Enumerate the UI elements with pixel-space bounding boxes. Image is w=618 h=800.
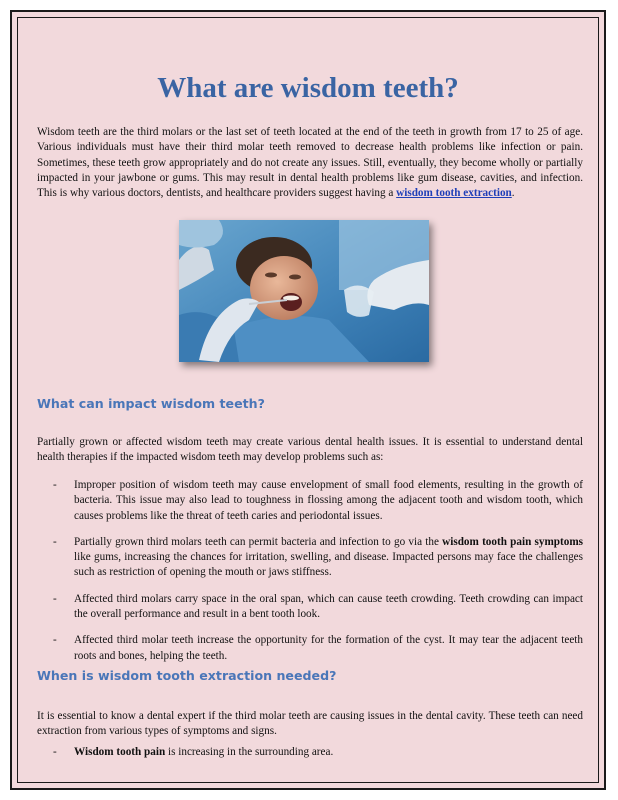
extraction-paragraph: It is essential to know a dental expert if the third molar teeth are causing issues in the dental cavity. These teeth can need extraction from various types of symptoms and signs. bbox=[37, 710, 583, 738]
document-page bbox=[10, 10, 606, 790]
dental-patient-photo bbox=[179, 220, 429, 362]
intro-paragraph bbox=[37, 125, 583, 201]
intro-end: . bbox=[511, 187, 515, 200]
extraction-list bbox=[37, 745, 583, 771]
impact-list bbox=[37, 478, 583, 675]
impact-paragraph: Partially grown or affected wisdom teeth may create various dental health issues. It is essential to understand dental health therapies if the impacted wisdom teeth may develop problems such as: bbox=[37, 436, 583, 464]
intro-text: Wisdom teeth are the third molars or the last set of teeth located at the end of the teeth in growth from 17 to 25 of age. Various individuals must have their third molar teeth removed to decrease health problems like infection or pain. Sometimes, these teeth grow appropriately and do not create any issues. Still, eventually, they become wholly or partially impacted in your jawbone or gums. This may result in dental health problems like gum disease, cavities, and infection. This is why various doctors, dentists, and healthcare providers suggest having a bbox=[37, 126, 583, 200]
section-heading-impact: What can impact wisdom teeth? bbox=[37, 396, 265, 411]
list-item: - Affected third molars carry space in the oral span, which can cause teeth crowding. Teeth crowding can impact the overall performance and result in a bent tooth look. bbox=[53, 592, 583, 621]
list-item: - Partially grown third molars teeth can permit bacteria and infection to go via the wisdom tooth pain symptoms like gums, increasing the chances for irritation, swelling, and disease. Impacted persons may face the challenges such as restriction of opening the mouth or jaws stiffness. bbox=[53, 535, 583, 579]
list-item: - Wisdom tooth pain is increasing in the surrounding area. bbox=[53, 746, 334, 758]
list-item: - Affected third molar teeth increase the opportunity for the formation of the cyst. It may tear the adjacent teeth roots and bones, helping the teeth. bbox=[53, 634, 583, 662]
page-title: What are wisdom teeth? bbox=[157, 72, 459, 104]
wisdom-tooth-extraction-link[interactable]: wisdom tooth extraction bbox=[396, 187, 512, 200]
section-heading-extraction: When is wisdom tooth extraction needed? bbox=[37, 668, 337, 683]
list-item: - Improper position of wisdom teeth may cause envelopment of small food elements, resulting in the growth of bacteria. This issue may also lead to toughness in flossing among the adjacent tooth and wisdom tooth, which causes problems like the threat of teeth caries and periodontal issues. bbox=[53, 479, 583, 522]
wisdom-tooth-pain-symptoms-keyword: wisdom tooth pain symptoms bbox=[442, 535, 583, 548]
wisdom-tooth-pain-keyword: Wisdom tooth pain bbox=[74, 746, 166, 758]
